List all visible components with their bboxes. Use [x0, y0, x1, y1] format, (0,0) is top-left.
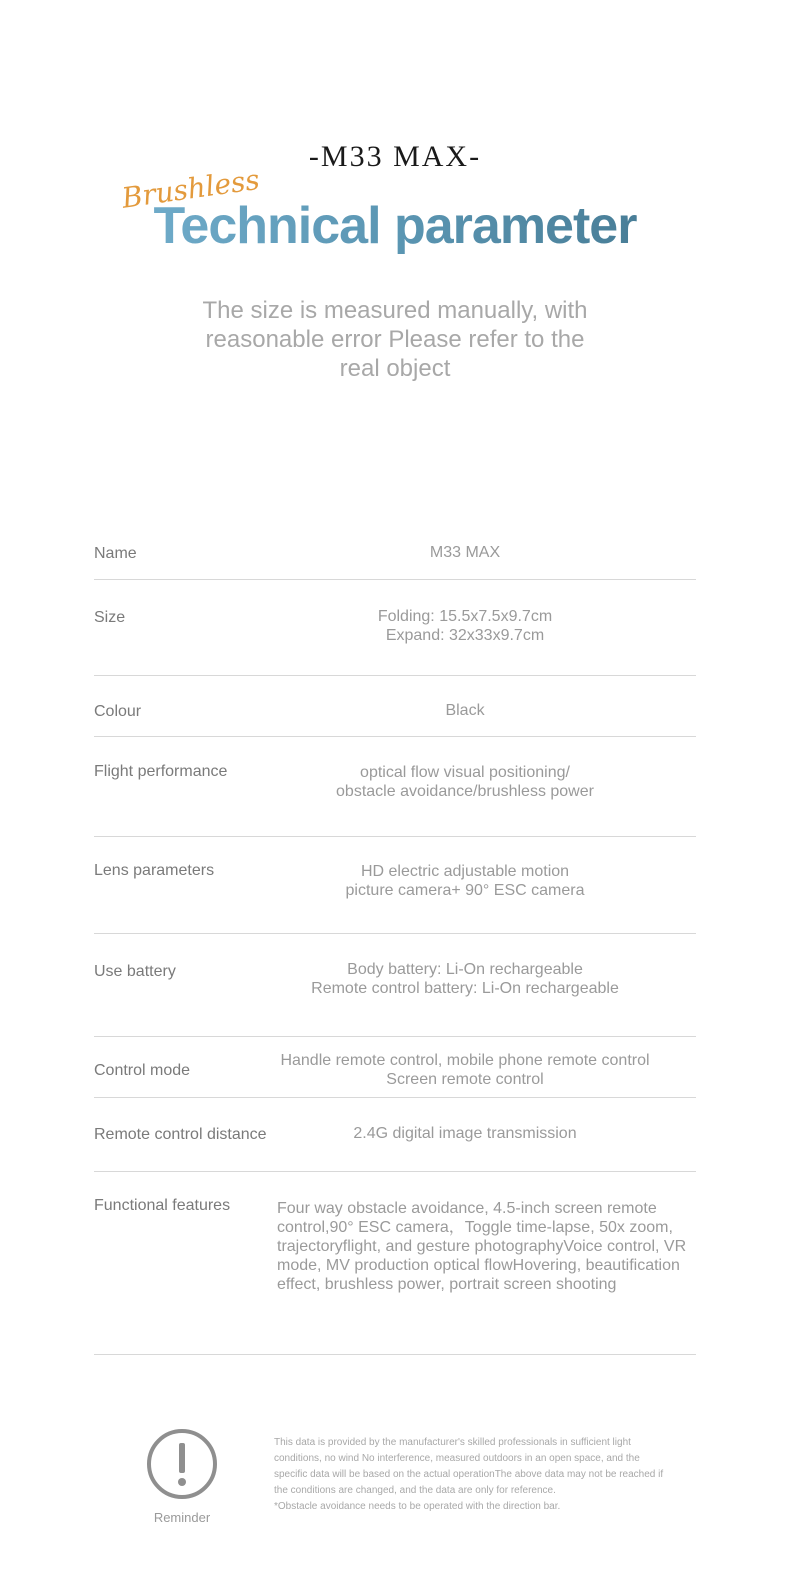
- spec-value-battery: [235, 960, 695, 998]
- divider: [94, 736, 696, 737]
- divider: [94, 933, 696, 934]
- page-title: Technical parameter: [0, 196, 790, 256]
- divider: [94, 579, 696, 580]
- intro-text: The size is measured manually, with reasonable error Please refer to the real object: [202, 297, 588, 382]
- spec-value-features: Four way obstacle avoidance, 4.5-inch screen remote control,90° ESC camera，Toggle time-lapse, 50x zoom, trajectoryflight, and gesture photographyVoice control, VR mode, MV production optical flowHovering, beautification effect, brushless power, portrait screen shooting: [277, 1200, 687, 1293]
- model-title: -M33 MAX-: [308, 140, 482, 173]
- spec-value-control-line2: Screen remote control: [386, 1071, 544, 1088]
- exclamation-bar: [179, 1443, 185, 1473]
- spec-value-lens-line1: HD electric adjustable motion: [360, 863, 570, 880]
- spec-label-name: Name: [94, 545, 137, 562]
- spec-value-size-line1: Folding: 15.5x7.5x9.7cm: [377, 608, 553, 625]
- spec-value-colour: Black: [445, 702, 485, 719]
- reminder-note-line2: *Obstacle avoidance needs to be operated with the direction bar.: [274, 1501, 561, 1512]
- spec-value-battery-line1: Body battery: Li-On rechargeable: [347, 961, 583, 978]
- spec-value-lens-line2: picture camera+ 90° ESC camera: [345, 882, 585, 899]
- divider: [94, 1097, 696, 1098]
- divider: [94, 1354, 696, 1355]
- spec-value-control: [235, 1051, 695, 1089]
- reminder-label: Reminder: [153, 1510, 211, 1525]
- spec-label-battery: Use battery: [94, 963, 176, 980]
- spec-label-features: Functional features: [94, 1197, 231, 1214]
- spec-label-flight: Flight performance: [94, 763, 228, 780]
- spec-value-name: M33 MAX: [429, 544, 501, 561]
- spec-label-distance: Remote control distance: [94, 1126, 267, 1143]
- divider: [94, 1036, 696, 1037]
- script-word: Brushless: [119, 162, 262, 215]
- spec-value-lens: [235, 862, 695, 900]
- spec-value-flight-line1: optical flow visual positioning/: [360, 764, 570, 781]
- spec-value-flight: [235, 763, 695, 801]
- reminder-note-line1: This data is provided by the manufacturer's skilled professionals in sufficient light conditions, no wind No interference, measured outdoors in an open space, and the specific data will be based on the actual operationThe above data may not be reached if the conditions are changed, and the data are only for reference.: [274, 1437, 664, 1496]
- reminder-note: [274, 1435, 674, 1515]
- spec-label-size: Size: [94, 609, 126, 626]
- divider: [94, 675, 696, 676]
- spec-value-size-line2: Expand: 32x33x9.7cm: [385, 627, 545, 644]
- divider: [94, 836, 696, 837]
- spec-label-lens: Lens parameters: [94, 862, 215, 879]
- spec-value-size: [235, 607, 695, 645]
- spec-value-control-line1: Handle remote control, mobile phone remote control: [280, 1052, 650, 1069]
- divider: [94, 1171, 696, 1172]
- spec-value-battery-line2: Remote control battery: Li-On rechargeable: [311, 980, 619, 997]
- spec-label-colour: Colour: [94, 703, 142, 720]
- exclamation-dot: [178, 1478, 186, 1486]
- exclamation-circle-icon: [147, 1429, 217, 1499]
- spec-value-distance: 2.4G digital image transmission: [353, 1125, 577, 1142]
- spec-label-control: Control mode: [94, 1062, 191, 1079]
- spec-value-flight-line2: obstacle avoidance/brushless power: [336, 783, 594, 800]
